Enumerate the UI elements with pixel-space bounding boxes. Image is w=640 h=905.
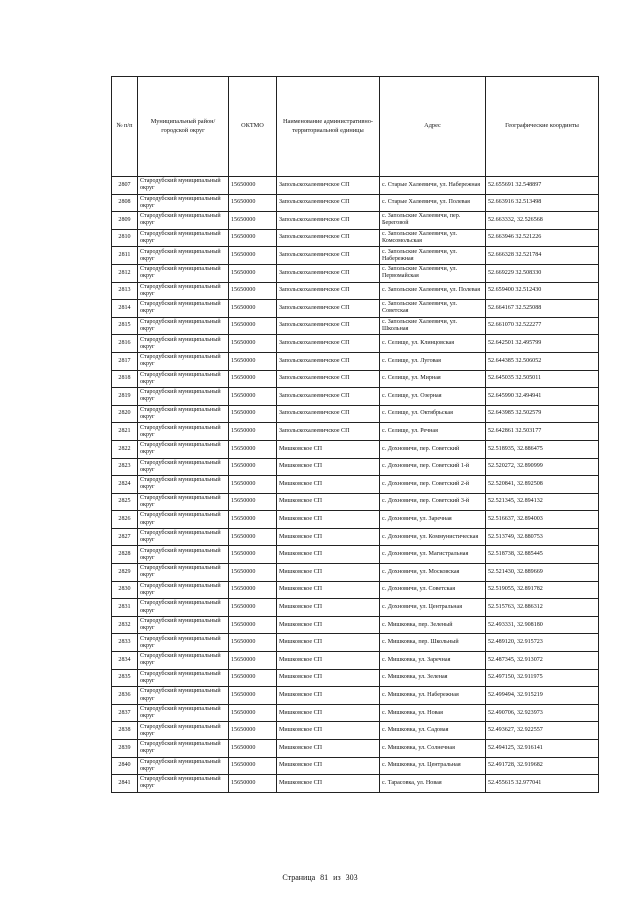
oktmo-cell: 15650000: [229, 564, 277, 582]
unit-cell: Мишковское СП: [277, 740, 380, 758]
oktmo-cell: 15650000: [229, 652, 277, 670]
district-cell: Стародубский муниципальный округ: [138, 300, 229, 318]
coords-cell: 52.659400 32.512430: [486, 282, 599, 300]
unit-cell: Мишковское СП: [277, 564, 380, 582]
unit-cell: Мишковское СП: [277, 757, 380, 775]
row-number: 2822: [112, 440, 138, 458]
row-number: 2831: [112, 599, 138, 617]
row-number: 2835: [112, 669, 138, 687]
unit-cell: Запольскохалеевичское СП: [277, 352, 380, 370]
coords-cell: 52.516637, 32.894003: [486, 511, 599, 529]
row-number: 2839: [112, 740, 138, 758]
table-row: [112, 177, 599, 195]
table-row: [112, 634, 599, 652]
table-row: [112, 528, 599, 546]
address-cell: с. Запольские Халеевичи, пер. Береговой: [380, 212, 486, 230]
coords-cell: 52.499494, 32.915219: [486, 687, 599, 705]
unit-cell: Запольскохалеевичское СП: [277, 300, 380, 318]
address-cell: с. Дохновичи, ул. Центральная: [380, 599, 486, 617]
unit-cell: Мишковское СП: [277, 687, 380, 705]
district-cell: Стародубский муниципальный округ: [138, 599, 229, 617]
page-total: 303: [345, 873, 358, 882]
oktmo-cell: 15650000: [229, 423, 277, 441]
coords-cell: 52.515763, 32.886312: [486, 599, 599, 617]
coords-cell: 52.642861 32.503177: [486, 423, 599, 441]
oktmo-cell: 15650000: [229, 247, 277, 265]
address-cell: с. Мишковка, ул. Садовая: [380, 722, 486, 740]
coords-cell: 52.520841, 32.892508: [486, 476, 599, 494]
address-cell: с. Запольские Халеевичи, ул. Школьная: [380, 317, 486, 335]
address-cell: с. Дохновичи, ул. Коммунистическая: [380, 528, 486, 546]
district-cell: Стародубский муниципальный округ: [138, 775, 229, 793]
table-row: [112, 282, 599, 300]
row-number: 2811: [112, 247, 138, 265]
oktmo-cell: 15650000: [229, 740, 277, 758]
oktmo-cell: 15650000: [229, 300, 277, 318]
district-cell: Стародубский муниципальный округ: [138, 511, 229, 529]
oktmo-cell: 15650000: [229, 335, 277, 353]
unit-cell: Мишковское СП: [277, 704, 380, 722]
unit-cell: Запольскохалеевичское СП: [277, 177, 380, 195]
district-cell: Стародубский муниципальный округ: [138, 440, 229, 458]
coords-cell: 52.661070 32.522277: [486, 317, 599, 335]
row-number: 2814: [112, 300, 138, 318]
oktmo-cell: 15650000: [229, 704, 277, 722]
district-cell: Стародубский муниципальный округ: [138, 687, 229, 705]
unit-cell: Запольскохалеевичское СП: [277, 282, 380, 300]
coords-cell: 52.490706, 32.923973: [486, 704, 599, 722]
address-cell: с. Запольские Халеевичи, ул. Комсомольская: [380, 229, 486, 247]
table-row: [112, 511, 599, 529]
oktmo-cell: 15650000: [229, 177, 277, 195]
oktmo-cell: 15650000: [229, 317, 277, 335]
unit-cell: Запольскохалеевичское СП: [277, 247, 380, 265]
table-row: [112, 264, 599, 282]
address-cell: с. Дохновичи, ул. Московская: [380, 564, 486, 582]
coords-cell: 52.513749, 32.880753: [486, 528, 599, 546]
table-header-row: [112, 77, 599, 177]
row-number: 2827: [112, 528, 138, 546]
page-label: Страница: [282, 873, 316, 882]
header-unit: Наименование административно-территориальной единицы: [277, 77, 380, 177]
unit-cell: Мишковское СП: [277, 669, 380, 687]
oktmo-cell: 15650000: [229, 616, 277, 634]
address-cell: с. Мишковка, ул. Новая: [380, 704, 486, 722]
row-number: 2838: [112, 722, 138, 740]
page-of: из: [333, 873, 341, 882]
district-cell: Стародубский муниципальный округ: [138, 282, 229, 300]
row-number: 2825: [112, 493, 138, 511]
oktmo-cell: 15650000: [229, 511, 277, 529]
row-number: 2828: [112, 546, 138, 564]
address-cell: с. Дохновичи, пер. Советский: [380, 440, 486, 458]
oktmo-cell: 15650000: [229, 634, 277, 652]
row-number: 2833: [112, 634, 138, 652]
address-cell: с. Запольские Халеевичи, ул. Набережная: [380, 247, 486, 265]
district-cell: Стародубский муниципальный округ: [138, 704, 229, 722]
address-cell: с. Запольские Халеевичи, ул. Первомайская: [380, 264, 486, 282]
row-number: 2808: [112, 194, 138, 212]
table-row: [112, 212, 599, 230]
coords-cell: 52.487345, 32.913072: [486, 652, 599, 670]
table-row: [112, 352, 599, 370]
district-cell: Стародубский муниципальный округ: [138, 352, 229, 370]
district-cell: Стародубский муниципальный округ: [138, 317, 229, 335]
oktmo-cell: 15650000: [229, 757, 277, 775]
row-number: 2816: [112, 335, 138, 353]
oktmo-cell: 15650000: [229, 440, 277, 458]
row-number: 2829: [112, 564, 138, 582]
address-table: [111, 76, 599, 793]
coords-cell: 52.669229 32.508330: [486, 264, 599, 282]
coords-cell: 52.520272, 32.890999: [486, 458, 599, 476]
oktmo-cell: 15650000: [229, 581, 277, 599]
row-number: 2830: [112, 581, 138, 599]
address-cell: с. Селище, ул. Клинцовская: [380, 335, 486, 353]
table-body: [112, 177, 599, 793]
oktmo-cell: 15650000: [229, 264, 277, 282]
unit-cell: Мишковское СП: [277, 528, 380, 546]
unit-cell: Запольскохалеевичское СП: [277, 370, 380, 388]
table-row: [112, 564, 599, 582]
unit-cell: Мишковское СП: [277, 476, 380, 494]
address-cell: с. Селище, ул. Октябрьская: [380, 405, 486, 423]
unit-cell: Мишковское СП: [277, 458, 380, 476]
oktmo-cell: 15650000: [229, 388, 277, 406]
district-cell: Стародубский муниципальный округ: [138, 247, 229, 265]
coords-cell: 52.642501 32.495799: [486, 335, 599, 353]
row-number: 2823: [112, 458, 138, 476]
table-row: [112, 757, 599, 775]
district-cell: Стародубский муниципальный округ: [138, 212, 229, 230]
coords-cell: 52.645990 32.494941: [486, 388, 599, 406]
header-oktmo: ОКТМО: [229, 77, 277, 177]
unit-cell: Мишковское СП: [277, 722, 380, 740]
table-row: [112, 616, 599, 634]
table-row: [112, 405, 599, 423]
address-cell: с. Запольские Халеевичи, ул. Советская: [380, 300, 486, 318]
address-cell: с. Мишковка, пер. Зеленый: [380, 616, 486, 634]
oktmo-cell: 15650000: [229, 775, 277, 793]
row-number: 2832: [112, 616, 138, 634]
header-coords: Географические координты: [486, 77, 599, 177]
oktmo-cell: 15650000: [229, 405, 277, 423]
unit-cell: Мишковское СП: [277, 634, 380, 652]
row-number: 2810: [112, 229, 138, 247]
coords-cell: 52.655691 32.548897: [486, 177, 599, 195]
district-cell: Стародубский муниципальный округ: [138, 616, 229, 634]
table-row: [112, 669, 599, 687]
page-number: 81: [320, 873, 329, 882]
oktmo-cell: 15650000: [229, 212, 277, 230]
unit-cell: Запольскохалеевичское СП: [277, 388, 380, 406]
address-cell: с. Селище, ул. Озерная: [380, 388, 486, 406]
table-row: [112, 440, 599, 458]
coords-cell: 52.666328 32.521784: [486, 247, 599, 265]
district-cell: Стародубский муниципальный округ: [138, 335, 229, 353]
oktmo-cell: 15650000: [229, 546, 277, 564]
address-cell: с. Старые Халеевичи, ул. Полевая: [380, 194, 486, 212]
district-cell: Стародубский муниципальный округ: [138, 564, 229, 582]
table-row: [112, 335, 599, 353]
unit-cell: Мишковское СП: [277, 775, 380, 793]
row-number: 2812: [112, 264, 138, 282]
table-row: [112, 247, 599, 265]
row-number: 2834: [112, 652, 138, 670]
address-cell: с. Дохновичи, ул. Заречная: [380, 511, 486, 529]
address-cell: с. Селище, ул. Луговая: [380, 352, 486, 370]
district-cell: Стародубский муниципальный округ: [138, 722, 229, 740]
address-cell: с. Мишковка, ул. Набережная: [380, 687, 486, 705]
coords-cell: 52.643985 32.502579: [486, 405, 599, 423]
oktmo-cell: 15650000: [229, 370, 277, 388]
oktmo-cell: 15650000: [229, 458, 277, 476]
oktmo-cell: 15650000: [229, 599, 277, 617]
district-cell: Стародубский муниципальный округ: [138, 388, 229, 406]
address-cell: с. Тарасовка, ул. Новая: [380, 775, 486, 793]
row-number: 2819: [112, 388, 138, 406]
row-number: 2826: [112, 511, 138, 529]
coords-cell: 52.663946 32.521226: [486, 229, 599, 247]
coords-cell: 52.455615 32.977041: [486, 775, 599, 793]
unit-cell: Мишковское СП: [277, 616, 380, 634]
oktmo-cell: 15650000: [229, 352, 277, 370]
unit-cell: Запольскохалеевичское СП: [277, 423, 380, 441]
table-row: [112, 317, 599, 335]
district-cell: Стародубский муниципальный округ: [138, 370, 229, 388]
row-number: 2818: [112, 370, 138, 388]
unit-cell: Мишковское СП: [277, 599, 380, 617]
coords-cell: 52.491728, 32.919682: [486, 757, 599, 775]
unit-cell: Запольскохалеевичское СП: [277, 335, 380, 353]
district-cell: Стародубский муниципальный округ: [138, 669, 229, 687]
unit-cell: Запольскохалеевичское СП: [277, 212, 380, 230]
table-row: [112, 687, 599, 705]
coords-cell: 52.663916 32.513498: [486, 194, 599, 212]
header-num: № п/п: [112, 77, 138, 177]
district-cell: Стародубский муниципальный округ: [138, 757, 229, 775]
row-number: 2836: [112, 687, 138, 705]
table-row: [112, 388, 599, 406]
table-row: [112, 493, 599, 511]
district-cell: Стародубский муниципальный округ: [138, 528, 229, 546]
page-footer: [0, 873, 640, 882]
district-cell: Стародубский муниципальный округ: [138, 229, 229, 247]
address-cell: с. Дохновичи, пер. Советский 2-й: [380, 476, 486, 494]
table-row: [112, 370, 599, 388]
oktmo-cell: 15650000: [229, 687, 277, 705]
unit-cell: Запольскохалеевичское СП: [277, 317, 380, 335]
coords-cell: 52.493627, 32.922557: [486, 722, 599, 740]
address-cell: с. Старые Халеевичи, ул. Набережная: [380, 177, 486, 195]
header-address: Адрес: [380, 77, 486, 177]
coords-cell: 52.521430, 32.889669: [486, 564, 599, 582]
row-number: 2824: [112, 476, 138, 494]
district-cell: Стародубский муниципальный округ: [138, 652, 229, 670]
unit-cell: Мишковское СП: [277, 493, 380, 511]
unit-cell: Мишковское СП: [277, 511, 380, 529]
oktmo-cell: 15650000: [229, 722, 277, 740]
table-row: [112, 476, 599, 494]
row-number: 2815: [112, 317, 138, 335]
table-row: [112, 652, 599, 670]
unit-cell: Мишковское СП: [277, 652, 380, 670]
coords-cell: 52.521345, 32.894132: [486, 493, 599, 511]
unit-cell: Мишковское СП: [277, 440, 380, 458]
unit-cell: Запольскохалеевичское СП: [277, 229, 380, 247]
unit-cell: Мишковское СП: [277, 581, 380, 599]
district-cell: Стародубский муниципальный округ: [138, 405, 229, 423]
coords-cell: 52.645035 32.505011: [486, 370, 599, 388]
address-cell: с. Дохновичи, ул. Советская: [380, 581, 486, 599]
district-cell: Стародубский муниципальный округ: [138, 634, 229, 652]
header-district: Муниципальный район/городской округ: [138, 77, 229, 177]
district-cell: Стародубский муниципальный округ: [138, 423, 229, 441]
district-cell: Стародубский муниципальный округ: [138, 264, 229, 282]
coords-cell: 52.497150, 32.911975: [486, 669, 599, 687]
coords-cell: 52.663332, 32.526568: [486, 212, 599, 230]
address-cell: с. Дохновичи, ул. Магистральная: [380, 546, 486, 564]
row-number: 2817: [112, 352, 138, 370]
unit-cell: Запольскохалеевичское СП: [277, 194, 380, 212]
oktmo-cell: 15650000: [229, 669, 277, 687]
address-cell: с. Запольские Халеевичи, ул. Полевая: [380, 282, 486, 300]
row-number: 2809: [112, 212, 138, 230]
table-row: [112, 775, 599, 793]
district-cell: Стародубский муниципальный округ: [138, 177, 229, 195]
table-row: [112, 194, 599, 212]
coords-cell: 52.489120, 32.915723: [486, 634, 599, 652]
district-cell: Стародубский муниципальный округ: [138, 546, 229, 564]
district-cell: Стародубский муниципальный округ: [138, 476, 229, 494]
table-row: [112, 458, 599, 476]
row-number: 2837: [112, 704, 138, 722]
oktmo-cell: 15650000: [229, 282, 277, 300]
table-row: [112, 229, 599, 247]
table-row: [112, 423, 599, 441]
coords-cell: 52.664167 32.525088: [486, 300, 599, 318]
district-cell: Стародубский муниципальный округ: [138, 194, 229, 212]
table-row: [112, 300, 599, 318]
unit-cell: Запольскохалеевичское СП: [277, 405, 380, 423]
address-cell: с. Мишковка, ул. Зеленая: [380, 669, 486, 687]
oktmo-cell: 15650000: [229, 476, 277, 494]
table-row: [112, 581, 599, 599]
table-row: [112, 599, 599, 617]
address-cell: с. Дохновичи, пер. Советский 1-й: [380, 458, 486, 476]
address-cell: с. Селище, ул. Мирная: [380, 370, 486, 388]
row-number: 2820: [112, 405, 138, 423]
oktmo-cell: 15650000: [229, 528, 277, 546]
oktmo-cell: 15650000: [229, 229, 277, 247]
table-row: [112, 740, 599, 758]
district-cell: Стародубский муниципальный округ: [138, 581, 229, 599]
coords-cell: 52.518738, 32.885445: [486, 546, 599, 564]
district-cell: Стародубский муниципальный округ: [138, 458, 229, 476]
address-cell: с. Мишковка, ул. Центральная: [380, 757, 486, 775]
table-row: [112, 704, 599, 722]
address-cell: с. Мишковка, ул. Заречная: [380, 652, 486, 670]
oktmo-cell: 15650000: [229, 493, 277, 511]
coords-cell: 52.494125, 32.916141: [486, 740, 599, 758]
table-row: [112, 722, 599, 740]
district-cell: Стародубский муниципальный округ: [138, 493, 229, 511]
coords-cell: 52.519055, 32.891782: [486, 581, 599, 599]
address-cell: с. Дохновичи, пер. Советский 3-й: [380, 493, 486, 511]
coords-cell: 52.493331, 32.908180: [486, 616, 599, 634]
row-number: 2807: [112, 177, 138, 195]
address-cell: с. Мишковка, пер. Школьный: [380, 634, 486, 652]
row-number: 2841: [112, 775, 138, 793]
row-number: 2813: [112, 282, 138, 300]
address-cell: с. Селище, ул. Речная: [380, 423, 486, 441]
district-cell: Стародубский муниципальный округ: [138, 740, 229, 758]
unit-cell: Мишковское СП: [277, 546, 380, 564]
address-cell: с. Мишковка, ул. Солнечная: [380, 740, 486, 758]
oktmo-cell: 15650000: [229, 194, 277, 212]
table-row: [112, 546, 599, 564]
row-number: 2821: [112, 423, 138, 441]
coords-cell: 52.644385 32.506052: [486, 352, 599, 370]
coords-cell: 52.518935, 32.886475: [486, 440, 599, 458]
unit-cell: Запольскохалеевичское СП: [277, 264, 380, 282]
row-number: 2840: [112, 757, 138, 775]
